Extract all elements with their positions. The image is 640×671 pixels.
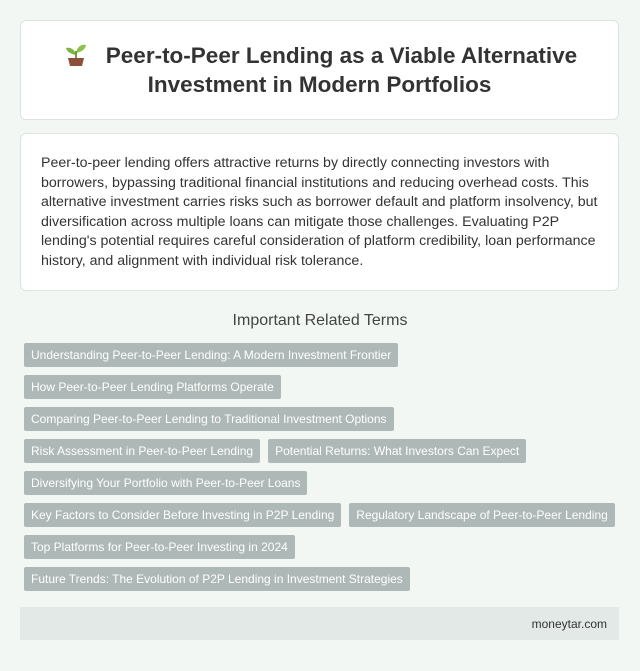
terms-row	[20, 407, 620, 431]
term-tag[interactable]: Future Trends: The Evolution of P2P Lending in Investment Strategies	[24, 567, 410, 591]
title-label: Peer-to-Peer Lending as a Viable Alternative Investment in Modern Portfolios	[105, 43, 578, 97]
term-tag[interactable]: Risk Assessment in Peer-to-Peer Lending	[24, 439, 260, 463]
term-tag[interactable]: Comparing Peer-to-Peer Lending to Traditional Investment Options	[24, 407, 394, 431]
term-tag[interactable]: Key Factors to Consider Before Investing in P2P Lending	[24, 503, 341, 527]
related-terms-heading: Important Related Terms	[232, 312, 408, 329]
terms-row	[20, 503, 620, 527]
terms-row	[20, 535, 620, 559]
term-tag[interactable]: Top Platforms for Peer-to-Peer Investing in 2024	[24, 535, 295, 559]
summary-card	[20, 133, 619, 291]
terms-row	[20, 567, 620, 591]
terms-row	[20, 439, 620, 463]
term-tag[interactable]: Regulatory Landscape of Peer-to-Peer Lending	[349, 503, 615, 527]
title-card	[20, 20, 619, 120]
term-tag[interactable]: How Peer-to-Peer Lending Platforms Operate	[24, 375, 281, 399]
term-tag[interactable]: Potential Returns: What Investors Can Expect	[268, 439, 526, 463]
footer	[20, 607, 619, 640]
seedling-icon	[62, 41, 90, 67]
related-terms-list	[20, 343, 620, 599]
term-tag[interactable]: Diversifying Your Portfolio with Peer-to-Peer Loans	[24, 471, 307, 495]
page-title	[41, 41, 598, 99]
summary-text: Peer-to-peer lending offers attractive returns by directly connecting investors with borrowers, bypassing traditional financial institutions and reducing overhead costs. This alternative investment carries risks such as borrower default and platform insolvency, but diversification across multiple loans can mitigate those challenges. Evaluating P2P lending's potential requires careful consideration of platform credibility, loan performance history, and alignment with individual risk tolerance.	[41, 155, 598, 269]
terms-row	[20, 343, 620, 367]
terms-row	[20, 375, 620, 399]
term-tag[interactable]: Understanding Peer-to-Peer Lending: A Modern Investment Frontier	[24, 343, 398, 367]
footer-site-link[interactable]: moneytar.com	[531, 616, 607, 631]
terms-row	[20, 471, 620, 495]
